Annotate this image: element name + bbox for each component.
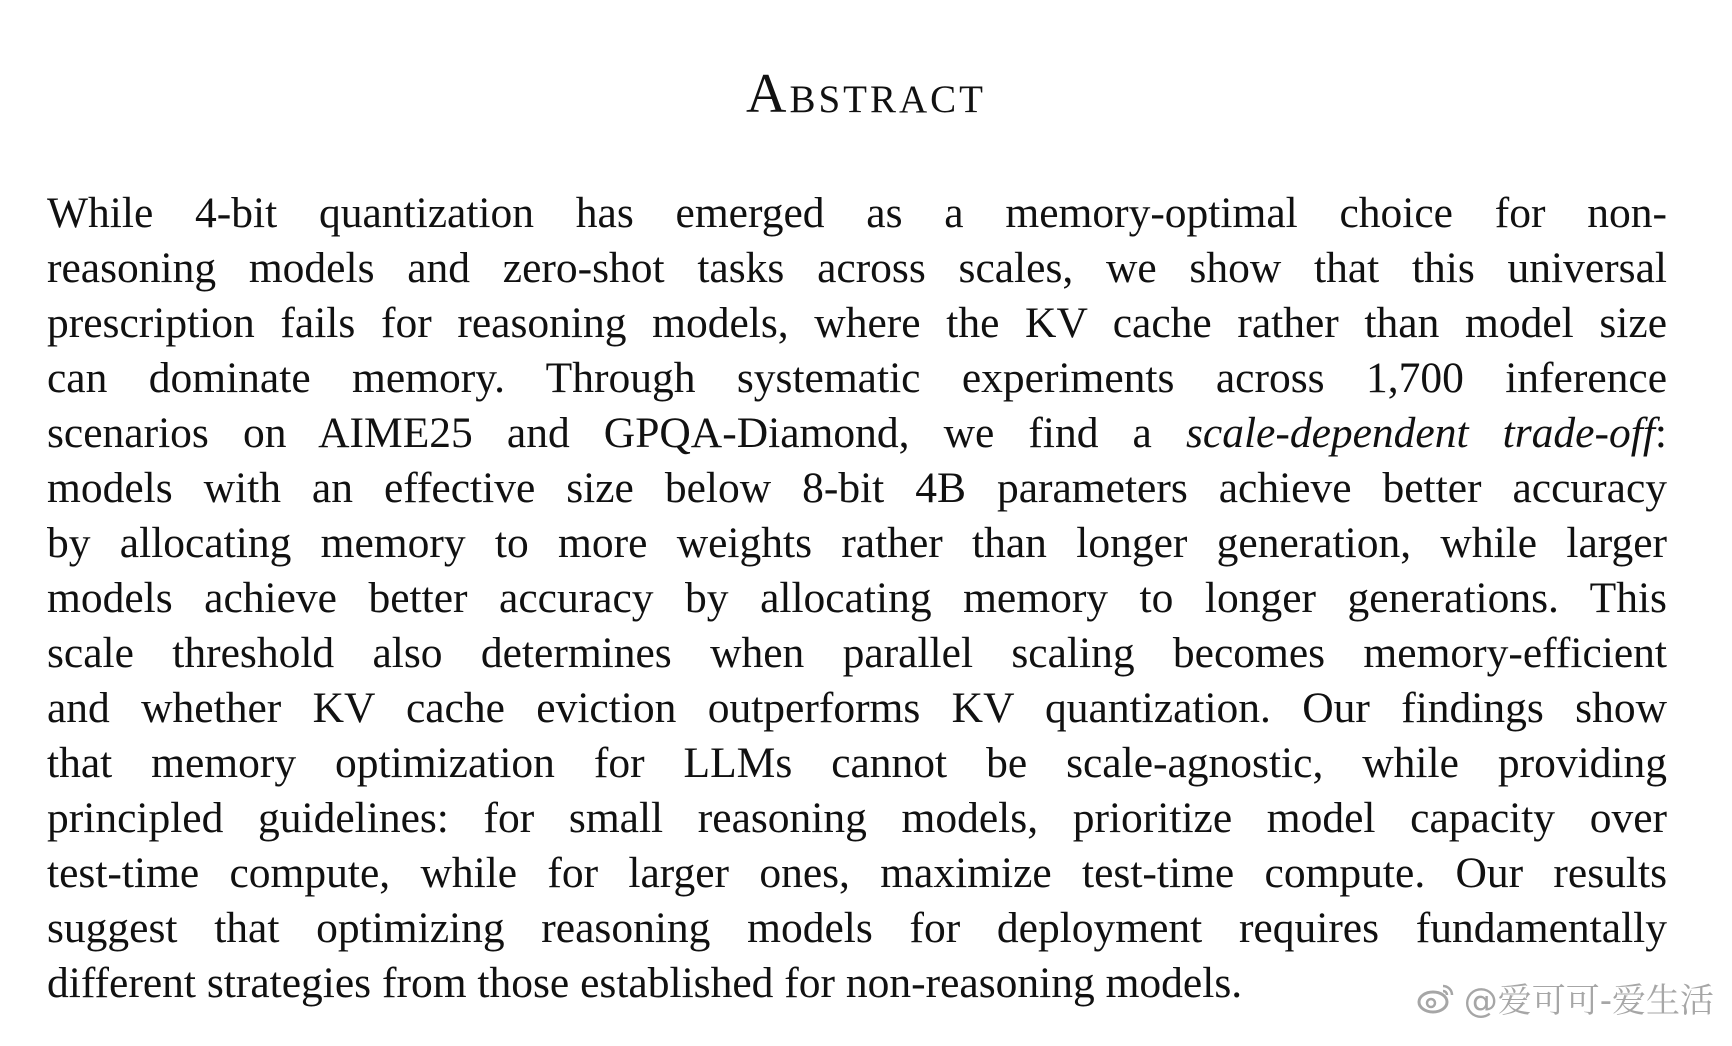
- abstract-line: test-time compute, while for larger ones, maximize test-time compute. Our results: [47, 849, 1667, 897]
- watermark: [1416, 973, 1714, 1022]
- abstract-line: While 4-bit quantization has emerged as a memory-optimal choice for non-: [47, 189, 1667, 237]
- watermark-text: @爱可可-爱生活: [1463, 981, 1714, 1021]
- abstract-line: models with an effective size below 8-bit 4B parameters achieve better accuracy: [47, 464, 1667, 512]
- abstract-body: [47, 186, 1667, 1011]
- abstract-heading: Abstract: [746, 63, 986, 125]
- abstract-line: prescription fails for reasoning models, where the KV cache rather than model size: [47, 299, 1667, 347]
- abstract-line: models achieve better accuracy by allocating memory to longer generations. This: [47, 574, 1667, 622]
- weibo-logo-icon: [1416, 981, 1456, 1015]
- abstract-text: :: [1654, 409, 1667, 457]
- abstract-line: and whether KV cache eviction outperforms KV quantization. Our findings show: [47, 684, 1667, 732]
- abstract-line: suggest that optimizing reasoning models for deployment requires fundamentally: [47, 904, 1667, 952]
- abstract-text: scenarios on AIME25 and GPQA-Diamond, we find a: [47, 409, 1186, 457]
- abstract-line: reasoning models and zero-shot tasks across scales, we show that this universal: [47, 244, 1667, 292]
- abstract-line: principled guidelines: for small reasoning models, prioritize model capacity over: [47, 794, 1667, 842]
- abstract-line: different strategies from those established for non-reasoning models.: [47, 959, 1243, 1007]
- abstract-line: that memory optimization for LLMs cannot be scale-agnostic, while providing: [47, 739, 1667, 787]
- abstract-line: scale threshold also determines when parallel scaling becomes memory-efficient: [47, 629, 1667, 677]
- emphasis-term: scale-dependent trade-off: [1185, 409, 1655, 457]
- abstract-line: can dominate memory. Through systematic experiments across 1,700 inference: [47, 354, 1667, 402]
- abstract-line: by allocating memory to more weights rather than longer generation, while larger: [47, 519, 1667, 567]
- abstract-line: [47, 406, 1667, 461]
